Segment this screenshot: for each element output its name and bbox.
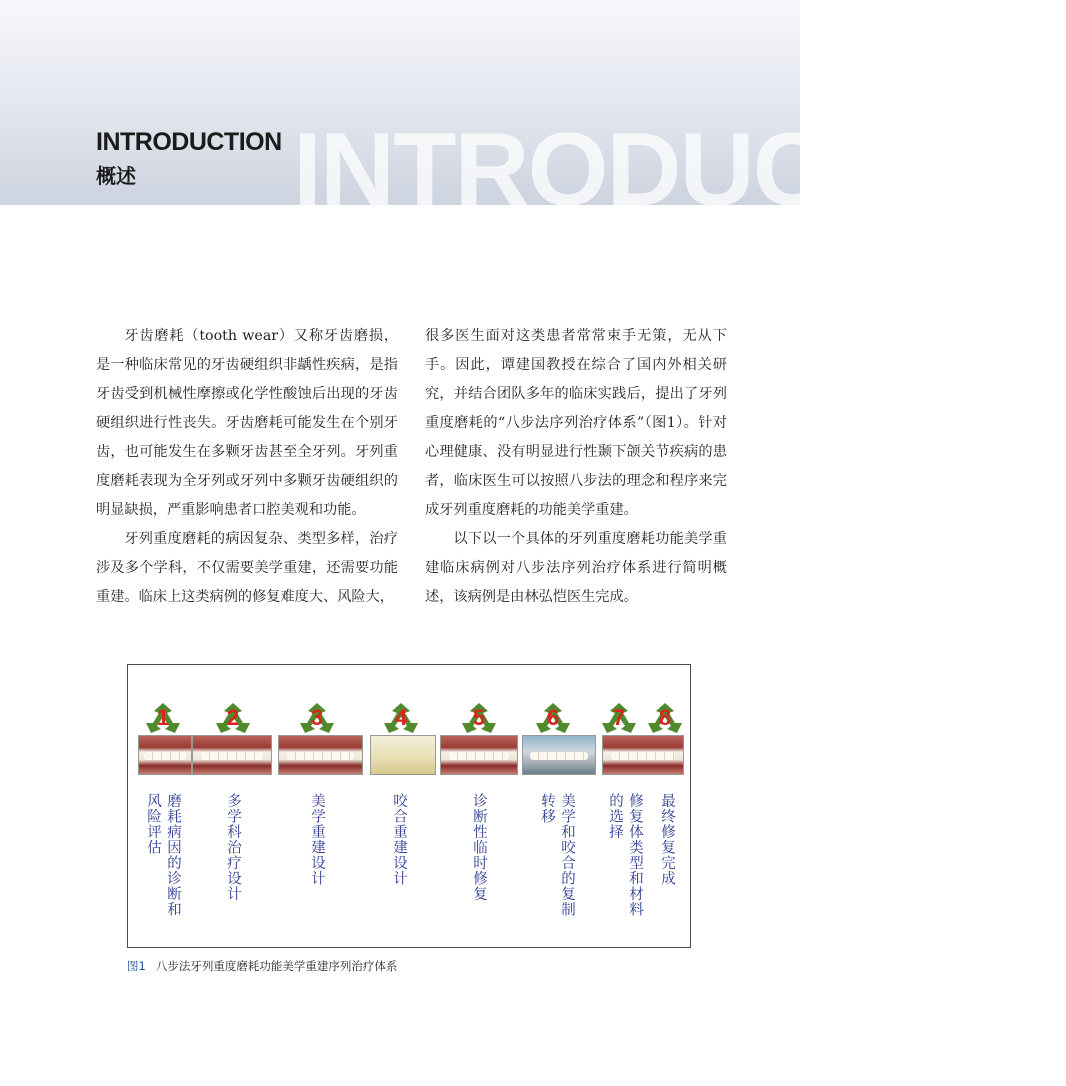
photo-final-restoration [602, 735, 684, 775]
text-column-right [425, 322, 727, 612]
step-number: 3 [310, 705, 324, 730]
photo-stone-cast [370, 735, 436, 775]
step-number: 8 [658, 705, 672, 730]
step-label: 风险评估 [145, 793, 161, 855]
header-band [0, 0, 1066, 228]
text-column-left [96, 322, 398, 612]
figure-eight-step-workflow [127, 664, 691, 948]
step-number: 6 [546, 705, 560, 730]
paragraph: 很多医生面对这类患者常常束手无策，无从下手。因此，谭建国教授在综合了国内外相关研究，并结合团队多年的临床实践后，提出了牙列重度磨耗的“八步法序列治疗体系”（图1）。针对心理健康、没有明显进行性颞下颌关节疾病的患者，临床医生可以按照八步法的理念和程序来完成牙列重度磨耗的功能美学重建。 [425, 328, 727, 518]
step-number: 1 [156, 705, 170, 730]
step-label: 最终修复完成 [659, 793, 675, 886]
step-label: 修复体类型和材料 [627, 793, 643, 917]
step-number: 5 [472, 705, 486, 730]
step-label: 多学科治疗设计 [225, 793, 241, 902]
step-label: 美学和咬合的复制 [559, 793, 575, 917]
step-label: 咬合重建设计 [391, 793, 407, 886]
photo-framework [522, 735, 596, 775]
paragraph: 牙列重度磨耗的病因复杂、类型多样，治疗涉及多个学科，不仅需要美学重建，还需要功能重建。临床上这类病例的修复难度大、风险大， [96, 531, 398, 605]
step-label: 诊断性临时修复 [471, 793, 487, 902]
figure-number: 图1 [127, 959, 146, 973]
step-number: 7 [612, 705, 626, 730]
section-title-cn: 概述 [96, 164, 136, 188]
figure-caption-text: 八步法牙列重度磨耗功能美学重建序列治疗体系 [155, 959, 398, 973]
step-label: 磨耗病因的诊断和 [165, 793, 181, 917]
paragraph: 牙齿磨耗（tooth wear）又称牙齿磨损，是一种临床常见的牙齿硬组织非龋性疾病，是指牙齿受到机械性摩擦或化学性酸蚀后出现的牙齿硬组织进行性丧失。牙齿磨耗可能发生在个别牙齿，也可能发生在多颗牙齿甚至全牙列。牙列重度磨耗表现为全牙列或牙列中多颗牙齿硬组织的明显缺损，严重影响患者口腔美观和功能。 [96, 328, 398, 518]
step-label: 的选择 [607, 793, 623, 840]
photo-smile-design [278, 735, 363, 775]
step-label: 美学重建设计 [309, 793, 325, 886]
background-watermark-word: INTRODUCTION [293, 112, 1066, 228]
photo-teeth-frontal [192, 735, 272, 775]
figure-caption [127, 958, 397, 974]
paragraph: 以下以一个具体的牙列重度磨耗功能美学重建临床病例对八步法序列治疗体系进行简明概述，该病例是由林弘恺医生完成。 [425, 531, 727, 605]
step-label: 转移 [539, 793, 555, 824]
photo-provisional [440, 735, 518, 775]
step-number: 2 [226, 705, 240, 730]
photo-worn-teeth [138, 735, 192, 775]
section-title-en: INTRODUCTION [96, 128, 282, 156]
step-number: 4 [394, 705, 408, 730]
